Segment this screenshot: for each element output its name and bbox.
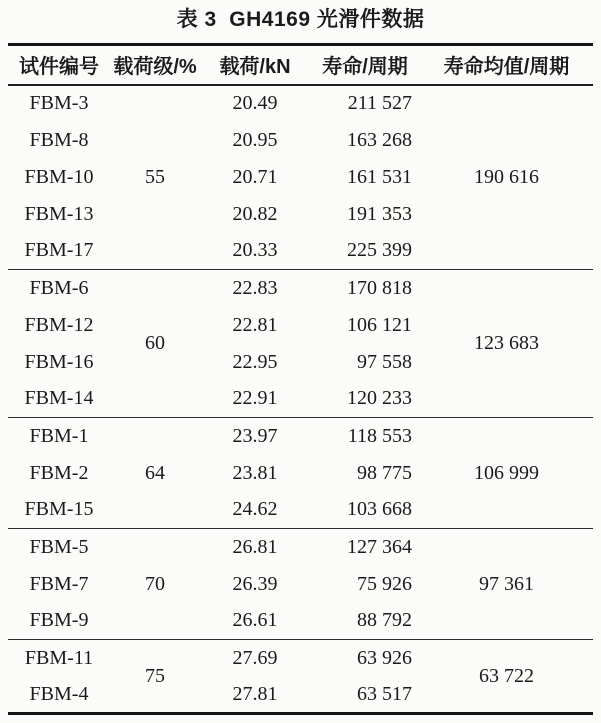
load-level-cell: 55 <box>145 165 165 188</box>
specimen-id-cell: FBM-11 <box>8 640 110 677</box>
load-kn-cell: 26.39 <box>232 572 278 595</box>
col-header-specimen-id: 试件编号 <box>8 45 110 85</box>
load-level-cell: 60 <box>110 270 200 418</box>
specimen-id-cell: FBM-16 <box>24 350 94 373</box>
col-header-life-cycles: 寿命/周期 <box>310 45 420 85</box>
table-row <box>8 418 593 455</box>
specimen-id-cell: FBM-2 <box>29 461 89 484</box>
load-kn-cell: 20.71 <box>232 165 278 188</box>
col-header-load-level: 载荷级/% <box>110 45 200 85</box>
load-kn-cell: 23.97 <box>200 418 310 455</box>
life-cycles-cell: 103 668 <box>347 498 412 521</box>
specimen-id-cell: FBM-10 <box>24 165 94 188</box>
life-cycles-cell: 127 364 <box>310 529 420 566</box>
load-kn-cell: 27.81 <box>232 682 278 705</box>
specimen-id-cell: FBM-17 <box>24 239 94 262</box>
life-cycles-cell: 88 792 <box>357 609 412 632</box>
specimen-id-cell: FBM-8 <box>29 128 89 151</box>
life-cycles-cell: 98 775 <box>357 461 412 484</box>
load-kn-cell: 27.69 <box>200 640 310 677</box>
specimen-id-cell: FBM-1 <box>8 418 110 455</box>
load-kn-cell: 20.82 <box>232 202 278 225</box>
load-kn-cell: 22.95 <box>232 350 278 373</box>
life-cycles-cell: 170 818 <box>310 270 420 307</box>
load-kn-cell: 20.33 <box>232 239 278 262</box>
mean-life-cell: 106 999 <box>420 418 593 529</box>
load-kn-cell: 24.62 <box>232 498 278 521</box>
specimen-id-cell: FBM-6 <box>8 270 110 307</box>
life-cycles-cell: 191 353 <box>347 202 412 225</box>
specimen-id-cell: FBM-7 <box>29 572 89 595</box>
load-kn-cell: 20.49 <box>232 92 278 114</box>
table-row <box>8 85 593 122</box>
specimen-id-cell: FBM-9 <box>29 609 89 632</box>
load-kn-cell: 23.81 <box>232 461 278 484</box>
load-kn-cell: 26.81 <box>200 529 310 566</box>
specimen-id-cell: FBM-12 <box>24 313 94 336</box>
mean-life-cell: 123 683 <box>420 270 593 418</box>
load-kn-cell: 22.81 <box>232 313 278 336</box>
load-kn-cell: 22.83 <box>200 270 310 307</box>
load-kn-cell: 20.95 <box>232 128 278 151</box>
table-body <box>8 85 593 714</box>
load-level-cell: 64 <box>110 418 200 529</box>
table-header <box>8 45 593 85</box>
life-cycles-cell: 63 926 <box>310 640 420 677</box>
specimen-id-cell: FBM-5 <box>8 529 110 566</box>
life-cycles-cell: 163 268 <box>347 128 412 151</box>
specimen-id-cell: FBM-4 <box>29 682 89 705</box>
mean-life-cell: 63 722 <box>420 640 593 714</box>
load-kn-cell: 22.91 <box>232 387 278 410</box>
load-level-cell: 70 <box>110 529 200 640</box>
life-cycles-cell: 211 527 <box>347 92 412 114</box>
data-table <box>8 43 593 715</box>
specimen-id-cell: FBM-15 <box>24 498 94 521</box>
table-row <box>8 270 593 307</box>
load-kn-cell: 26.61 <box>232 609 278 632</box>
life-cycles-cell: 118 553 <box>310 418 420 455</box>
life-cycles-cell: 120 233 <box>347 387 412 410</box>
table-title: 表 3 GH4169 光滑件数据 <box>176 8 425 31</box>
load-level-cell: 75 <box>110 640 200 714</box>
mean-life-cell: 97 361 <box>420 529 593 640</box>
mean-life-cell: 190 616 <box>474 165 539 188</box>
life-cycles-cell: 97 558 <box>357 350 412 373</box>
col-header-load-kn: 载荷/kN <box>200 45 310 85</box>
specimen-id-cell: FBM-13 <box>24 202 94 225</box>
table-row <box>8 640 593 677</box>
specimen-id-cell: FBM-3 <box>29 92 89 114</box>
life-cycles-cell: 75 926 <box>357 572 412 595</box>
life-cycles-cell: 106 121 <box>347 313 412 336</box>
header-row <box>8 45 593 85</box>
life-cycles-cell: 63 517 <box>357 682 412 705</box>
life-cycles-cell: 161 531 <box>347 165 412 188</box>
table-row <box>8 529 593 566</box>
life-cycles-cell: 225 399 <box>347 239 412 262</box>
col-header-mean-life: 寿命均值/周期 <box>420 45 593 85</box>
specimen-id-cell: FBM-14 <box>24 387 94 410</box>
